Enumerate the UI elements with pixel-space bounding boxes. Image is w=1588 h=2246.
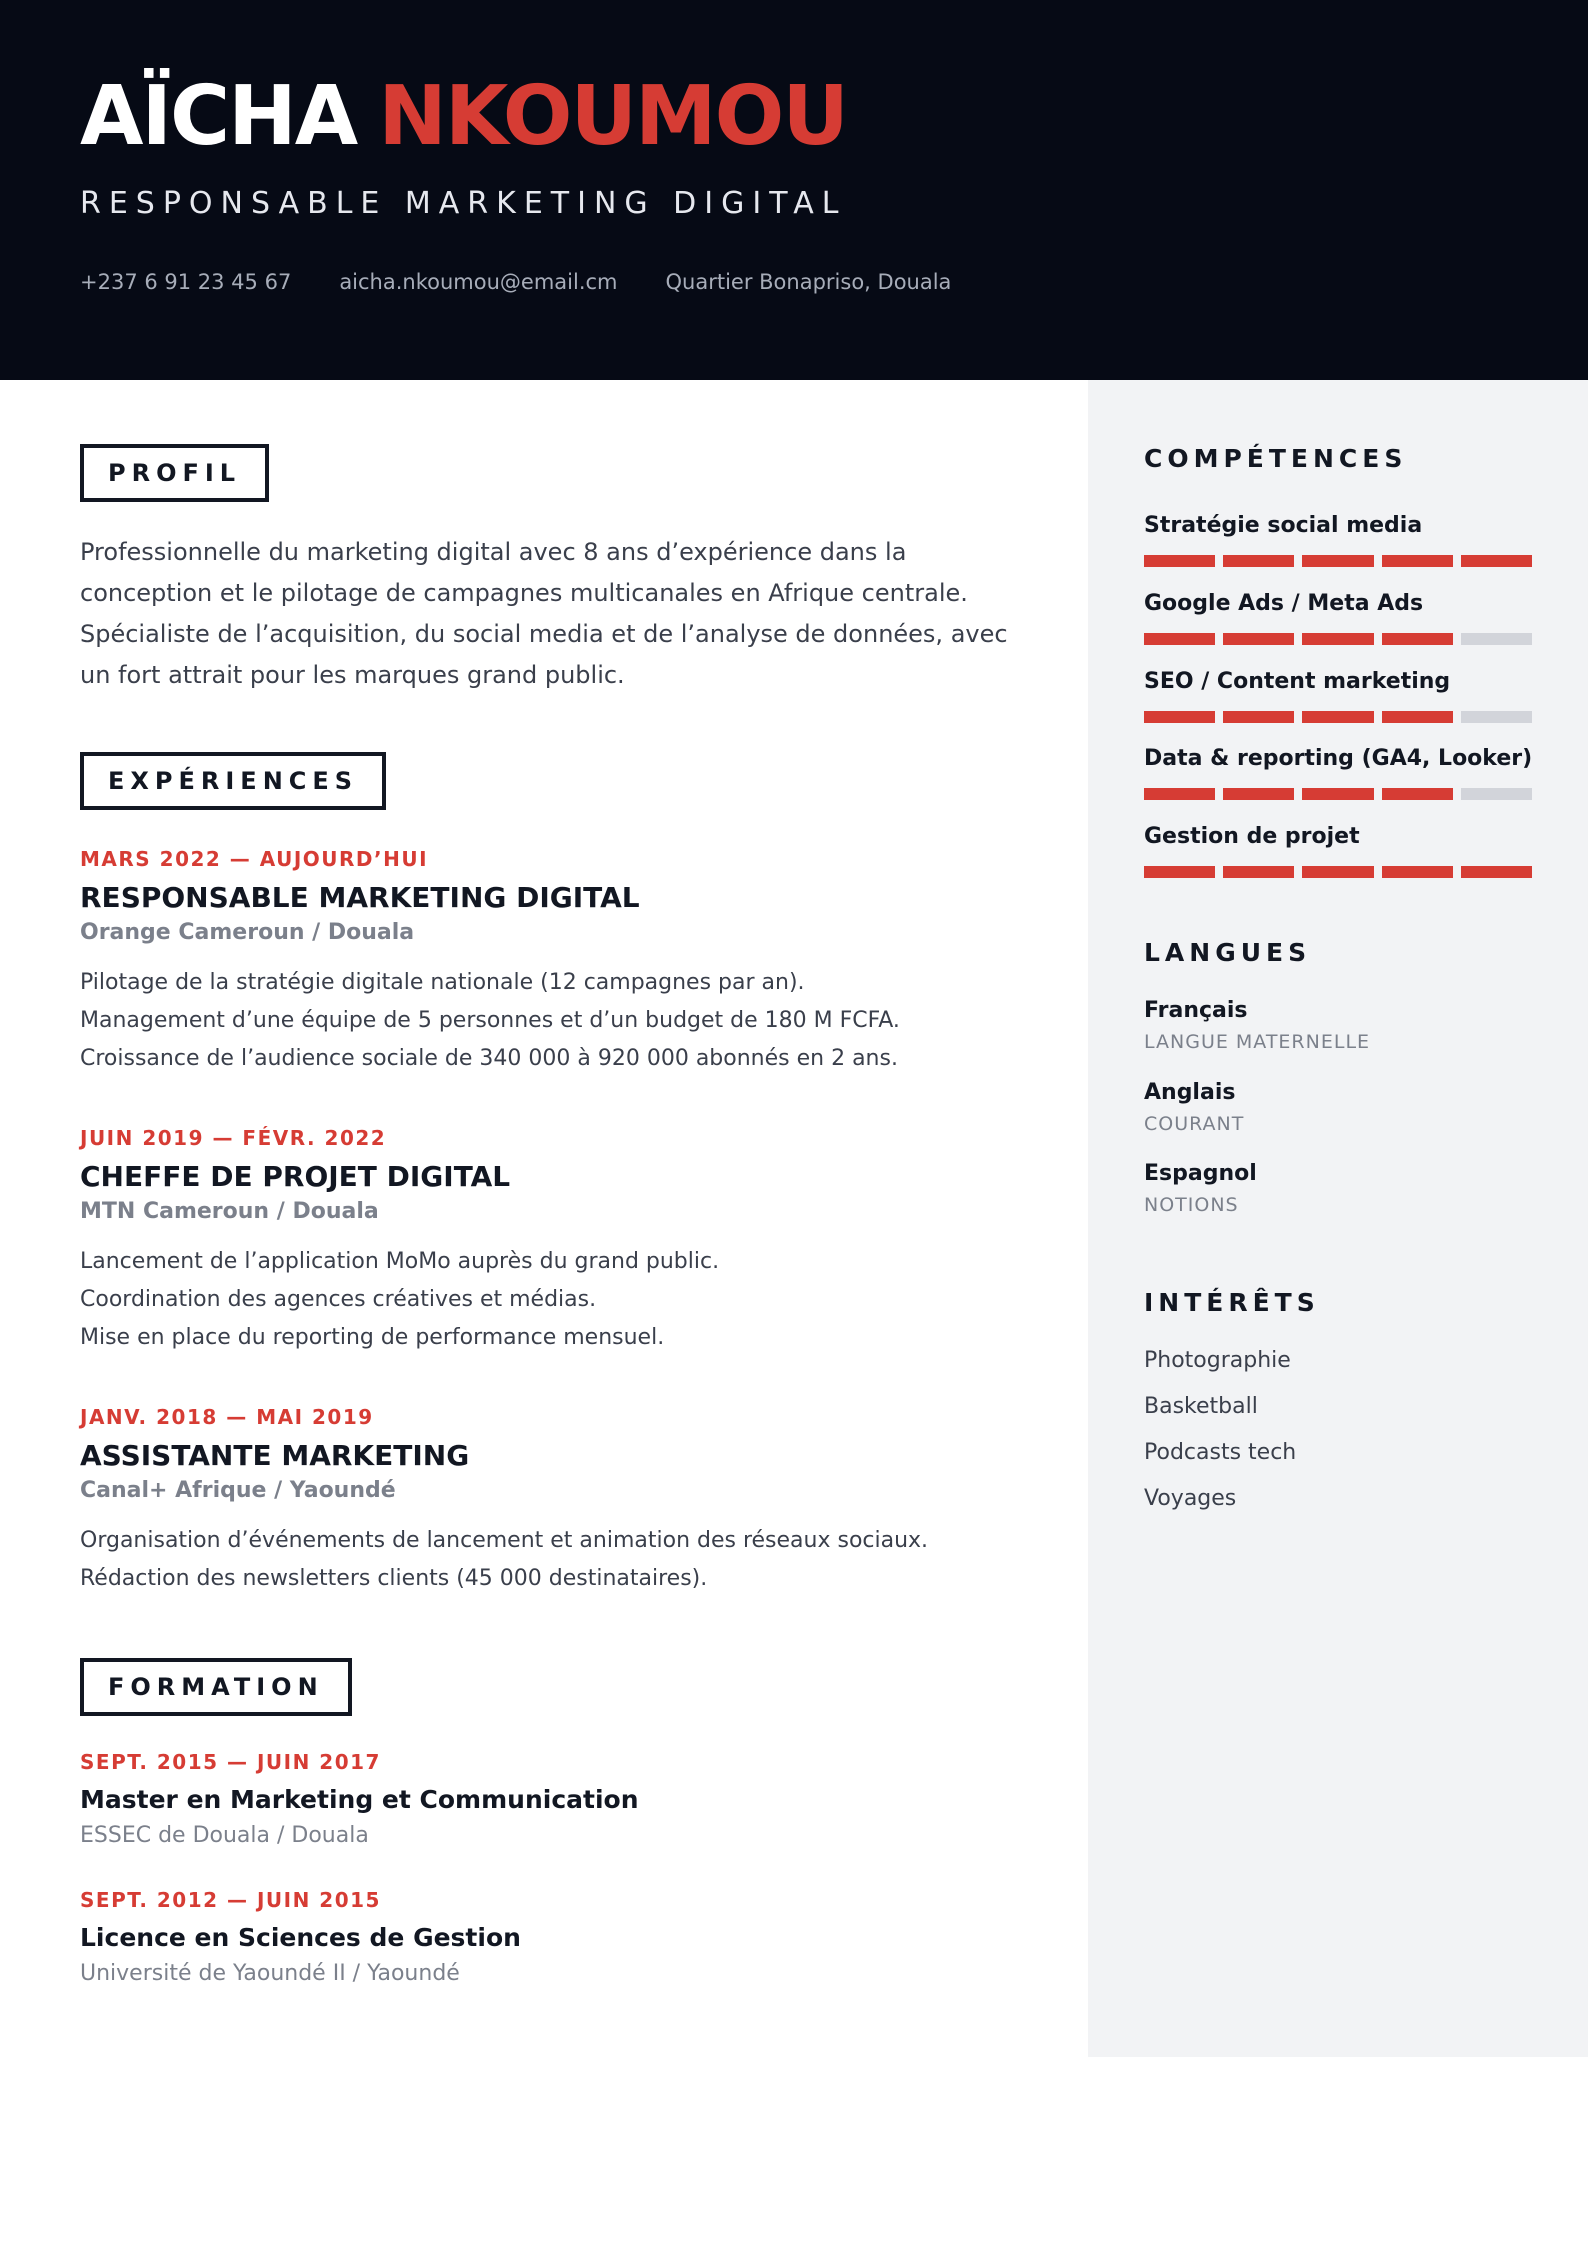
skill-segment-filled bbox=[1302, 711, 1373, 723]
skill-segment-filled bbox=[1382, 711, 1453, 723]
education-degree: Licence en Sciences de Gestion bbox=[80, 1923, 521, 1952]
experience-company: MTN Cameroun / Douala bbox=[80, 1199, 379, 1224]
skill-label: Data & reporting (GA4, Looker) bbox=[1144, 746, 1533, 771]
skill-segment-filled bbox=[1144, 555, 1215, 567]
skill-segment-empty bbox=[1461, 633, 1532, 645]
languages-heading: LANGUES bbox=[1144, 938, 1312, 967]
experience-date: JUIN 2019 — FÉVR. 2022 bbox=[80, 1126, 387, 1150]
education-heading: FORMATION bbox=[80, 1658, 352, 1716]
interest-item: Podcasts tech bbox=[1144, 1440, 1297, 1465]
skill-item bbox=[1144, 744, 1532, 800]
skill-segment-filled bbox=[1461, 866, 1532, 878]
experience-role: RESPONSABLE MARKETING DIGITAL bbox=[80, 881, 640, 914]
experience-role: CHEFFE DE PROJET DIGITAL bbox=[80, 1160, 511, 1193]
experience-entry bbox=[80, 846, 1020, 1078]
experience-line: Lancement de l’application MoMo auprès du grand public. bbox=[80, 1249, 720, 1274]
experience-role: ASSISTANTE MARKETING bbox=[80, 1439, 470, 1472]
interest-item: Voyages bbox=[1144, 1486, 1237, 1511]
skill-segment-filled bbox=[1223, 555, 1294, 567]
contact-line bbox=[80, 270, 951, 294]
education-school: ESSEC de Douala / Douala bbox=[80, 1823, 369, 1848]
interest-item: Basketball bbox=[1144, 1394, 1258, 1419]
last-name: NKOUMOU bbox=[378, 69, 847, 164]
profile-heading: PROFIL bbox=[80, 444, 269, 502]
skill-segment-filled bbox=[1302, 788, 1373, 800]
education-date: SEPT. 2012 — JUIN 2015 bbox=[80, 1888, 381, 1912]
language-level: COURANT bbox=[1144, 1113, 1245, 1135]
skills-heading: COMPÉTENCES bbox=[1144, 444, 1408, 473]
skill-segment-filled bbox=[1144, 788, 1215, 800]
language-name: Anglais bbox=[1144, 1080, 1236, 1105]
skill-segment-empty bbox=[1461, 711, 1532, 723]
experience-entry bbox=[80, 1404, 1020, 1598]
experience-date: JANV. 2018 — MAI 2019 bbox=[80, 1405, 374, 1429]
skill-segment-filled bbox=[1144, 633, 1215, 645]
language-level: NOTIONS bbox=[1144, 1194, 1239, 1216]
job-title: RESPONSABLE MARKETING DIGITAL bbox=[80, 186, 847, 221]
skill-segment-filled bbox=[1382, 555, 1453, 567]
skill-level-bar bbox=[1144, 866, 1532, 878]
experience-line: Management d’une équipe de 5 personnes et d’un budget de 180 M FCFA. bbox=[80, 1008, 900, 1033]
skill-segment-filled bbox=[1144, 866, 1215, 878]
experience-heading: EXPÉRIENCES bbox=[80, 752, 386, 810]
skill-level-bar bbox=[1144, 788, 1532, 800]
language-item bbox=[1144, 996, 1370, 1056]
postal-address: Quartier Bonapriso, Douala bbox=[665, 270, 952, 294]
education-entry bbox=[80, 1887, 1020, 1989]
experience-entry bbox=[80, 1125, 1020, 1357]
experience-date: MARS 2022 — AUJOURD’HUI bbox=[80, 847, 429, 871]
experience-line: Croissance de l’audience sociale de 340 000 à 920 000 abonnés en 2 ans. bbox=[80, 1046, 898, 1071]
skill-segment-filled bbox=[1302, 866, 1373, 878]
skill-segment-filled bbox=[1382, 633, 1453, 645]
phone-number: +237 6 91 23 45 67 bbox=[80, 270, 292, 294]
education-degree: Master en Marketing et Communication bbox=[80, 1785, 639, 1814]
skill-level-bar bbox=[1144, 711, 1532, 723]
skill-label: Gestion de projet bbox=[1144, 824, 1360, 849]
language-name: Français bbox=[1144, 998, 1248, 1023]
skill-label: SEO / Content marketing bbox=[1144, 669, 1451, 694]
language-name: Espagnol bbox=[1144, 1161, 1257, 1186]
experience-company: Canal+ Afrique / Yaoundé bbox=[80, 1478, 396, 1503]
education-school: Université de Yaoundé II / Yaoundé bbox=[80, 1961, 460, 1986]
experience-company: Orange Cameroun / Douala bbox=[80, 920, 415, 945]
skill-item bbox=[1144, 511, 1532, 567]
education-entry bbox=[80, 1749, 1020, 1851]
skill-segment-filled bbox=[1223, 711, 1294, 723]
skill-item bbox=[1144, 667, 1532, 723]
skill-segment-filled bbox=[1382, 788, 1453, 800]
skill-segment-filled bbox=[1302, 555, 1373, 567]
profile-text: Professionnelle du marketing digital avec 8 ans d’expérience dans la conception et le pilotage de campagnes multicanales en Afrique centrale. Spécialiste de l’acquisition, du social media et de l’analyse de données, avec un fort attrait pour les marques grand public. bbox=[80, 538, 1008, 689]
full-name bbox=[80, 69, 847, 164]
experience-line: Organisation d’événements de lancement et animation des réseaux sociaux. bbox=[80, 1528, 929, 1553]
skill-segment-filled bbox=[1302, 633, 1373, 645]
first-name: AÏCHA bbox=[80, 69, 357, 164]
skill-segment-filled bbox=[1461, 555, 1532, 567]
skill-segment-filled bbox=[1144, 711, 1215, 723]
education-date: SEPT. 2015 — JUIN 2017 bbox=[80, 1750, 381, 1774]
experience-line: Coordination des agences créatives et médias. bbox=[80, 1287, 597, 1312]
skill-label: Google Ads / Meta Ads bbox=[1144, 591, 1424, 616]
skill-segment-filled bbox=[1223, 633, 1294, 645]
skill-segment-empty bbox=[1461, 788, 1532, 800]
language-item bbox=[1144, 1078, 1244, 1138]
skill-segment-filled bbox=[1223, 866, 1294, 878]
skill-segment-filled bbox=[1382, 866, 1453, 878]
language-level: LANGUE MATERNELLE bbox=[1144, 1031, 1371, 1053]
experience-line: Rédaction des newsletters clients (45 000 destinataires). bbox=[80, 1566, 708, 1591]
experience-line: Pilotage de la stratégie digitale nationale (12 campagnes par an). bbox=[80, 970, 805, 995]
language-item bbox=[1144, 1159, 1257, 1219]
skill-level-bar bbox=[1144, 633, 1532, 645]
skill-level-bar bbox=[1144, 555, 1532, 567]
skill-label: Stratégie social media bbox=[1144, 513, 1423, 538]
interest-item: Photographie bbox=[1144, 1348, 1291, 1373]
experience-line: Mise en place du reporting de performance mensuel. bbox=[80, 1325, 665, 1350]
skill-segment-filled bbox=[1223, 788, 1294, 800]
email-address: aicha.nkoumou@email.cm bbox=[339, 270, 618, 294]
skill-item bbox=[1144, 822, 1532, 878]
skill-item bbox=[1144, 589, 1532, 645]
resume-header bbox=[0, 0, 1588, 380]
interests-heading: INTÉRÊTS bbox=[1144, 1288, 1320, 1317]
